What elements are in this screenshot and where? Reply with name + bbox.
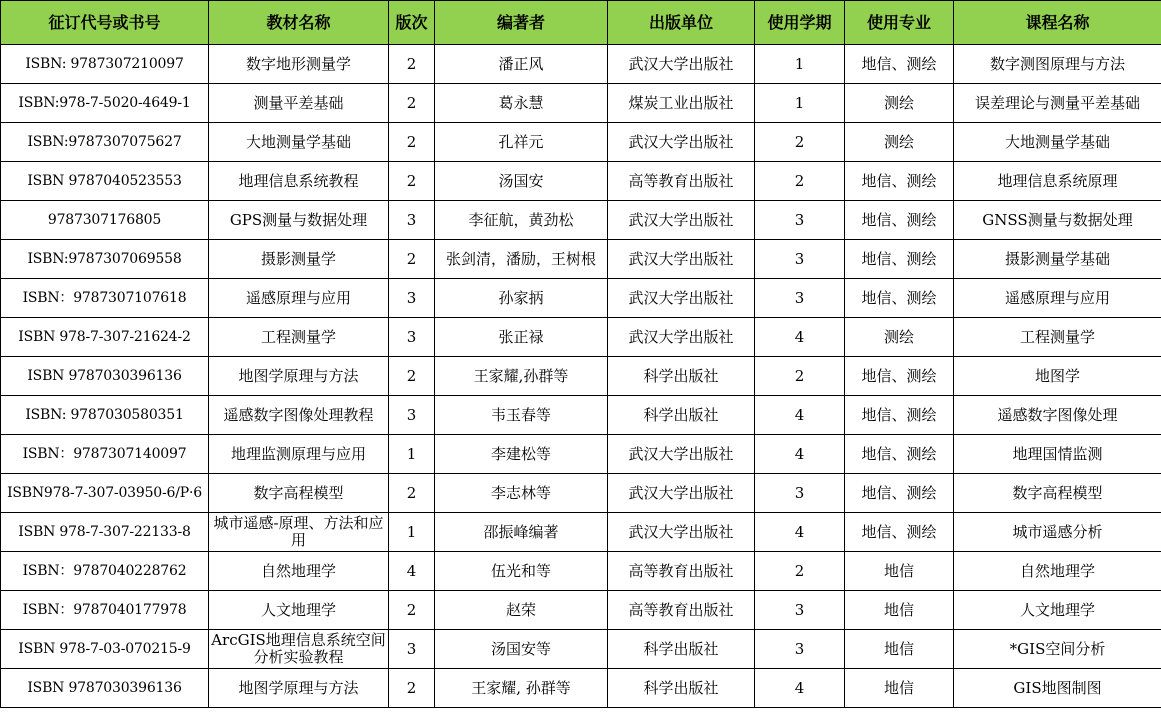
major-cell: 地信、测绘: [845, 357, 954, 396]
major-cell: 地信、测绘: [845, 201, 954, 240]
author-cell: 汤国安等: [435, 630, 608, 669]
semester-cell: 2: [755, 162, 845, 201]
author-cell: 邵振峰编著: [435, 513, 608, 552]
major-cell: 测绘: [845, 318, 954, 357]
major-cell: 地信: [845, 552, 954, 591]
semester-cell: 3: [755, 201, 845, 240]
isbn-cell: ISBN 978-7-307-21624-2: [1, 318, 209, 357]
publisher-cell: 武汉大学出版社: [608, 435, 755, 474]
semester-cell: 2: [755, 552, 845, 591]
table-row: [1, 279, 1161, 318]
title-cell: 人文地理学: [209, 591, 389, 630]
semester-cell: 2: [755, 123, 845, 162]
title-cell: 测量平差基础: [209, 84, 389, 123]
publisher-cell: 武汉大学出版社: [608, 279, 755, 318]
isbn-cell: ISBN978-7-307-03950-6/P·6: [1, 474, 209, 513]
semester-cell: 3: [755, 240, 845, 279]
author-cell: 王家耀, 孙群等: [435, 669, 608, 708]
publisher-cell: 科学出版社: [608, 357, 755, 396]
title-cell: 地理信息系统教程: [209, 162, 389, 201]
publisher-cell: 武汉大学出版社: [608, 123, 755, 162]
edition-cell: 3: [389, 201, 435, 240]
edition-cell: 3: [389, 279, 435, 318]
table-row: [1, 474, 1161, 513]
table-row: [1, 45, 1161, 84]
edition-cell: 2: [389, 357, 435, 396]
publisher-cell: 高等教育出版社: [608, 552, 755, 591]
edition-cell: 2: [389, 162, 435, 201]
isbn-cell: ISBN 9787040523553: [1, 162, 209, 201]
table-row: [1, 396, 1161, 435]
isbn-cell: ISBN:9787307075627: [1, 123, 209, 162]
author-cell: 孙家抦: [435, 279, 608, 318]
isbn-cell: ISBN：9787307140097: [1, 435, 209, 474]
author-cell: 赵荣: [435, 591, 608, 630]
edition-cell: 2: [389, 240, 435, 279]
course-cell: 城市遥感分析: [954, 513, 1161, 552]
major-cell: 测绘: [845, 84, 954, 123]
semester-cell: 3: [755, 591, 845, 630]
header-title: 教材名称: [209, 1, 389, 45]
semester-cell: 3: [755, 474, 845, 513]
publisher-cell: 科学出版社: [608, 396, 755, 435]
table-row: [1, 435, 1161, 474]
isbn-cell: ISBN 978-7-03-070215-9: [1, 630, 209, 669]
publisher-cell: 科学出版社: [608, 630, 755, 669]
publisher-cell: 武汉大学出版社: [608, 474, 755, 513]
author-cell: 韦玉春等: [435, 396, 608, 435]
header-publisher: 出版单位: [608, 1, 755, 45]
author-cell: 潘正风: [435, 45, 608, 84]
title-cell: GPS测量与数据处理: [209, 201, 389, 240]
edition-cell: 4: [389, 552, 435, 591]
author-cell: 葛永慧: [435, 84, 608, 123]
header-row: [1, 1, 1161, 45]
course-cell: 地图学: [954, 357, 1161, 396]
major-cell: 地信、测绘: [845, 396, 954, 435]
major-cell: 地信、测绘: [845, 513, 954, 552]
isbn-cell: ISBN 9787030396136: [1, 357, 209, 396]
semester-cell: 3: [755, 630, 845, 669]
title-cell: 城市遥感-原理、方法和应用: [209, 513, 389, 552]
author-cell: 张剑清，潘励，王树根: [435, 240, 608, 279]
title-cell: 数字高程模型: [209, 474, 389, 513]
course-cell: 数字测图原理与方法: [954, 45, 1161, 84]
title-cell: 数字地形测量学: [209, 45, 389, 84]
title-cell: 地图学原理与方法: [209, 357, 389, 396]
header-author: 编著者: [435, 1, 608, 45]
table-row: [1, 123, 1161, 162]
author-cell: 张正禄: [435, 318, 608, 357]
isbn-cell: ISBN 9787030396136: [1, 669, 209, 708]
table-body: [1, 45, 1161, 708]
major-cell: 地信、测绘: [845, 240, 954, 279]
title-cell: ArcGIS地理信息系统空间分析实验教程: [209, 630, 389, 669]
course-cell: 大地测量学基础: [954, 123, 1161, 162]
course-cell: GNSS测量与数据处理: [954, 201, 1161, 240]
title-cell: 遥感原理与应用: [209, 279, 389, 318]
header-edition: 版次: [389, 1, 435, 45]
header-course: 课程名称: [954, 1, 1161, 45]
major-cell: 地信: [845, 669, 954, 708]
edition-cell: 2: [389, 84, 435, 123]
table-row: [1, 201, 1161, 240]
table-row: [1, 162, 1161, 201]
major-cell: 地信、测绘: [845, 474, 954, 513]
major-cell: 地信: [845, 591, 954, 630]
title-cell: 摄影测量学: [209, 240, 389, 279]
author-cell: 孔祥元: [435, 123, 608, 162]
course-cell: 工程测量学: [954, 318, 1161, 357]
header-major: 使用专业: [845, 1, 954, 45]
major-cell: 测绘: [845, 123, 954, 162]
publisher-cell: 武汉大学出版社: [608, 513, 755, 552]
table-row: [1, 84, 1161, 123]
major-cell: 地信、测绘: [845, 45, 954, 84]
publisher-cell: 煤炭工业出版社: [608, 84, 755, 123]
edition-cell: 2: [389, 45, 435, 84]
major-cell: 地信、测绘: [845, 279, 954, 318]
semester-cell: 4: [755, 435, 845, 474]
title-cell: 自然地理学: [209, 552, 389, 591]
course-cell: 遥感数字图像处理: [954, 396, 1161, 435]
title-cell: 地图学原理与方法: [209, 669, 389, 708]
semester-cell: 4: [755, 669, 845, 708]
table-row: [1, 630, 1161, 669]
author-cell: 汤国安: [435, 162, 608, 201]
edition-cell: 2: [389, 669, 435, 708]
author-cell: 李建松等: [435, 435, 608, 474]
publisher-cell: 武汉大学出版社: [608, 240, 755, 279]
header-isbn: 征订代号或书号: [1, 1, 209, 45]
course-cell: 摄影测量学基础: [954, 240, 1161, 279]
semester-cell: 1: [755, 45, 845, 84]
course-cell: 遥感原理与应用: [954, 279, 1161, 318]
isbn-cell: ISBN:9787307069558: [1, 240, 209, 279]
table-row: [1, 318, 1161, 357]
isbn-cell: 9787307176805: [1, 201, 209, 240]
isbn-cell: ISBN：9787307107618: [1, 279, 209, 318]
publisher-cell: 武汉大学出版社: [608, 45, 755, 84]
course-cell: GIS地图制图: [954, 669, 1161, 708]
title-cell: 工程测量学: [209, 318, 389, 357]
isbn-cell: ISBN: 9787307210097: [1, 45, 209, 84]
publisher-cell: 武汉大学出版社: [608, 318, 755, 357]
edition-cell: 3: [389, 396, 435, 435]
course-cell: 误差理论与测量平差基础: [954, 84, 1161, 123]
edition-cell: 2: [389, 123, 435, 162]
table-row: [1, 669, 1161, 708]
publisher-cell: 高等教育出版社: [608, 162, 755, 201]
table-row: [1, 552, 1161, 591]
course-cell: 地理国情监测: [954, 435, 1161, 474]
isbn-cell: ISBN：9787040228762: [1, 552, 209, 591]
semester-cell: 1: [755, 84, 845, 123]
course-cell: 自然地理学: [954, 552, 1161, 591]
publisher-cell: 高等教育出版社: [608, 591, 755, 630]
header-semester: 使用学期: [755, 1, 845, 45]
title-cell: 地理监测原理与应用: [209, 435, 389, 474]
major-cell: 地信: [845, 630, 954, 669]
author-cell: 王家耀,孙群等: [435, 357, 608, 396]
table-row: [1, 357, 1161, 396]
author-cell: 李志林等: [435, 474, 608, 513]
table-row: [1, 591, 1161, 630]
author-cell: 李征航，黄劲松: [435, 201, 608, 240]
semester-cell: 4: [755, 318, 845, 357]
edition-cell: 2: [389, 474, 435, 513]
isbn-cell: ISBN:978-7-5020-4649-1: [1, 84, 209, 123]
isbn-cell: ISBN：9787040177978: [1, 591, 209, 630]
major-cell: 地信、测绘: [845, 435, 954, 474]
course-cell: *GIS空间分析: [954, 630, 1161, 669]
semester-cell: 4: [755, 513, 845, 552]
edition-cell: 2: [389, 591, 435, 630]
semester-cell: 2: [755, 357, 845, 396]
course-cell: 人文地理学: [954, 591, 1161, 630]
author-cell: 伍光和等: [435, 552, 608, 591]
title-cell: 大地测量学基础: [209, 123, 389, 162]
table-row: [1, 513, 1161, 552]
edition-cell: 3: [389, 318, 435, 357]
publisher-cell: 武汉大学出版社: [608, 201, 755, 240]
course-cell: 数字高程模型: [954, 474, 1161, 513]
semester-cell: 3: [755, 279, 845, 318]
semester-cell: 4: [755, 396, 845, 435]
table-row: [1, 240, 1161, 279]
edition-cell: 1: [389, 513, 435, 552]
major-cell: 地信、测绘: [845, 162, 954, 201]
publisher-cell: 科学出版社: [608, 669, 755, 708]
course-cell: 地理信息系统原理: [954, 162, 1161, 201]
isbn-cell: ISBN 978-7-307-22133-8: [1, 513, 209, 552]
isbn-cell: ISBN: 9787030580351: [1, 396, 209, 435]
edition-cell: 3: [389, 630, 435, 669]
title-cell: 遥感数字图像处理教程: [209, 396, 389, 435]
edition-cell: 1: [389, 435, 435, 474]
